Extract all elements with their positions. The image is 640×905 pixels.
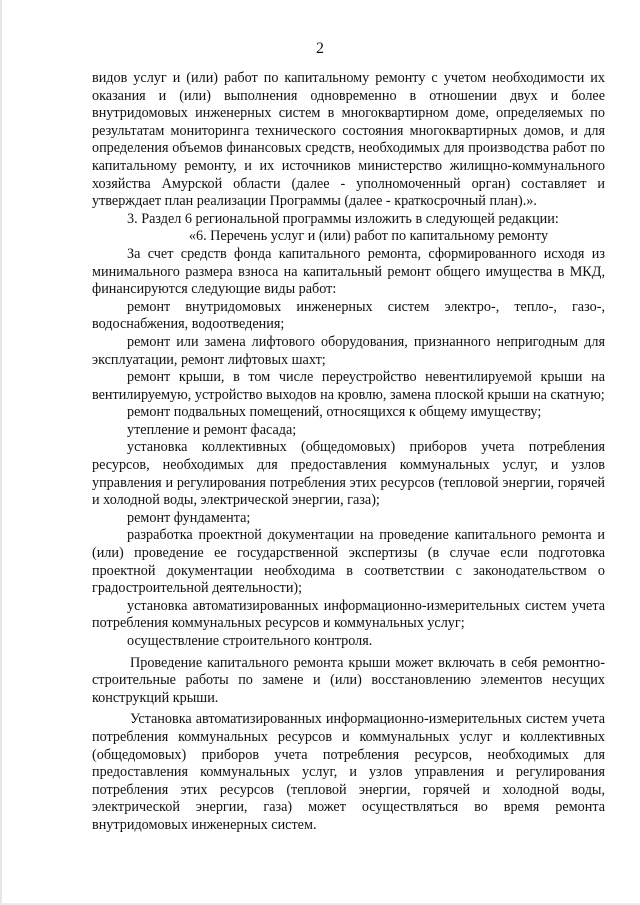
list-item-construction-control: осуществление строительного контроля.	[127, 633, 373, 649]
section-6-heading: «6. Перечень услуг и (или) работ по капитальному ремонту	[188, 228, 549, 245]
scan-edge	[0, 0, 2, 905]
page-number: 2	[316, 40, 324, 57]
paragraph-roof-repair: Проведение капитального ремонта крыши может включать в себя ремонтно-строительные работы по замене и (или) восстановлению элементов несущих конструкций крыши.	[92, 654, 605, 706]
list-item-roof: ремонт крыши, в том числе переустройство невентилируемой крыши на вентилируемую, устройство выходов на кровлю, замена плоской крыши на скатную;	[92, 369, 605, 403]
document-body	[92, 70, 605, 835]
paragraph-funding-intro: За счет средств фонда капитального ремонта, сформированного исходя из минимального размера взноса на капитальный ремонт общего имущества в МКД, финансируются следующие виды работ:	[92, 245, 605, 298]
list-item-elevator: ремонт или замена лифтового оборудования, признанного непригодным для эксплуатации, ремонт лифтовых шахт;	[92, 333, 605, 368]
list-item-automated-systems: установка автоматизированных информационно-измерительных систем учета потребления коммунальных ресурсов и коммунальных услуг;	[92, 597, 605, 632]
paragraph-continuation: видов услуг и (или) работ по капитальному ремонту с учетом необходимости их оказания и (или) выполнения одновременно в отношении двух и более внутридомовых инженерных систем в многоквартирном доме, определяемых по результатам мониторинга технического состояния многоквартирных домов, и для определения объемов финансовых средств, необходимых для производства работ по капитальному ремонту, и их источников министерство жилищно-коммунального хозяйства Амурской области (далее - уполномоченный орган) составляет и утверждает план реализации Программы (далее - краткосрочный план).».	[92, 70, 605, 210]
paragraph-amendment-item-3: 3. Раздел 6 региональной программы изложить в следующей редакции:	[127, 210, 559, 227]
list-item-design-documentation: разработка проектной документации на проведение капитального ремонта и (или) проведение ее государственной экспертизы (в случае если подготовка проектной документации необходима в соответствии с законодательством о градостроительной деятельности);	[92, 527, 605, 597]
paragraph-systems-installation: Установка автоматизированных информационно-измерительных систем учета потребления коммунальных ресурсов и коммунальных услуг и коллективных (общедомовых) приборов учета потребления ресурсов, необходимых для предоставления коммунальных услуг, и узлов управления и регулирования потребления этих ресурсов (тепловой энергии, горячей и холодной воды, электрической энергии, газа) может осуществляться во время ремонта внутридомовых инженерных систем.	[92, 711, 605, 833]
list-item-basement: ремонт подвальных помещений, относящихся к общему имуществу;	[127, 404, 542, 421]
list-item-facade: утепление и ремонт фасада;	[127, 421, 297, 438]
list-item-engineering-systems: ремонт внутридомовых инженерных систем электро-, тепло-, газо-, водоснабжения, водоотведения;	[92, 298, 605, 333]
list-item-meters: установка коллективных (общедомовых) приборов учета потребления ресурсов, необходимых для предоставления коммунальных услуг, и узлов управления и регулирования потребления этих ресурсов (тепловой энергии, горячей и холодной воды, электрической энергии, газа);	[92, 439, 605, 509]
list-item-foundation: ремонт фундамента;	[127, 509, 251, 526]
